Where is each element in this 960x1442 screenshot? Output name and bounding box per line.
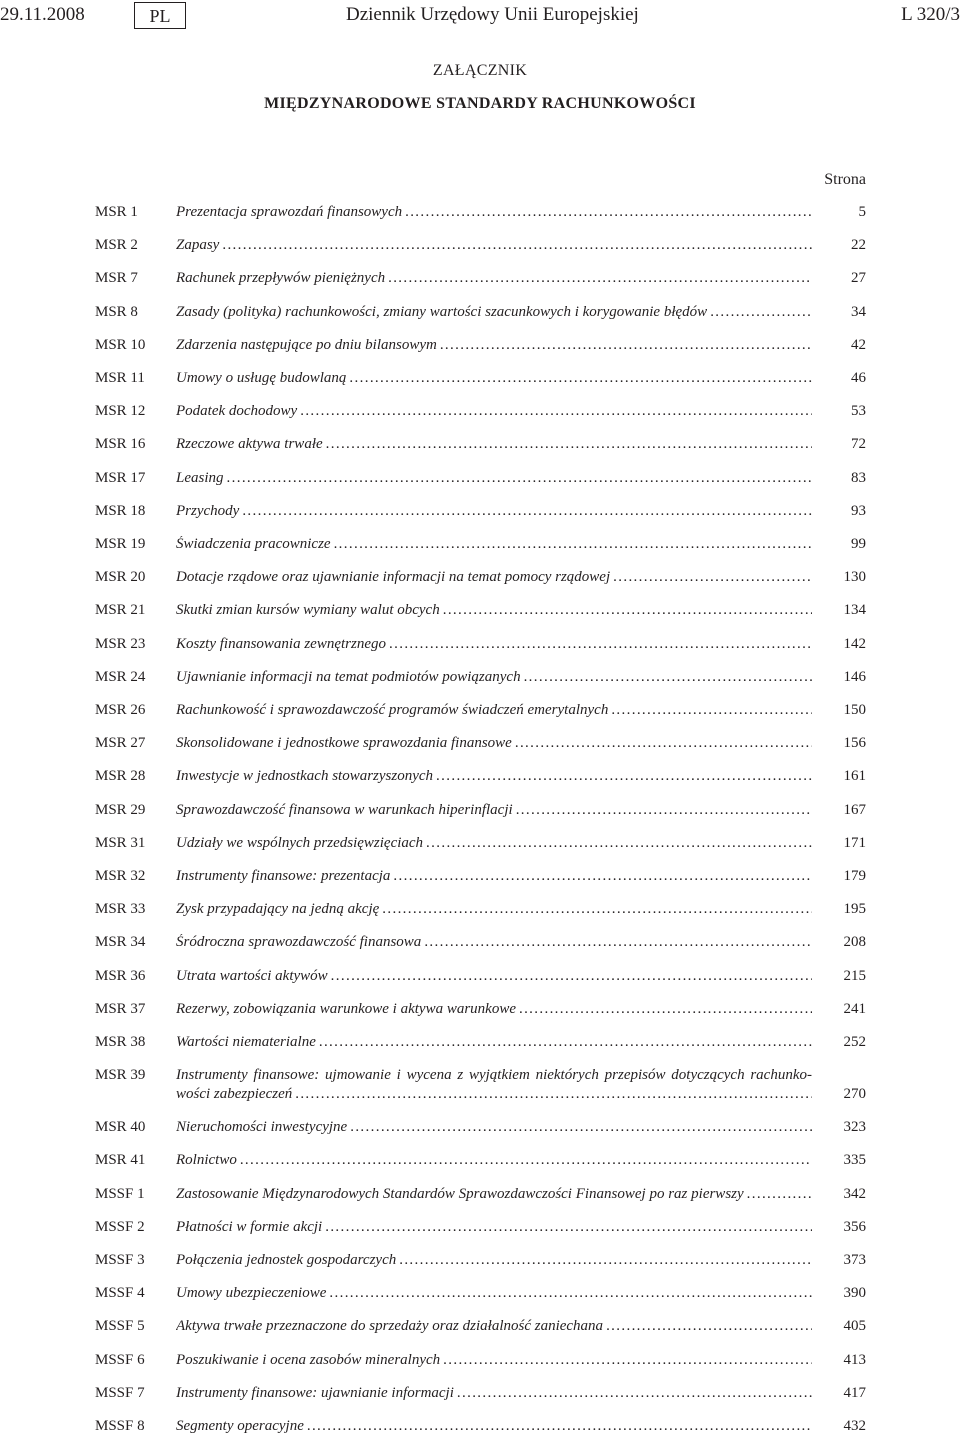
standard-title: Zasady (polityka) rachunkowości, zmiany wartości szacunkowych i korygowanie błędów: [176, 304, 708, 320]
standard-code: MSR 18: [95, 503, 146, 519]
page-number: 323: [843, 1119, 866, 1135]
standard-code: MSR 2: [95, 237, 138, 253]
standard-code: MSR 27: [95, 735, 146, 751]
page-number: 215: [843, 968, 866, 984]
toc-entry: [0, 370, 960, 394]
toc-entry: [0, 1119, 960, 1143]
page-number: 342: [843, 1186, 866, 1202]
standard-code: MSSF 2: [95, 1219, 145, 1235]
toc-entry: [0, 204, 960, 228]
page-header: [0, 0, 960, 40]
standard-code: MSSF 4: [95, 1285, 145, 1301]
standard-code: MSR 1: [95, 204, 138, 220]
standard-code: MSR 29: [95, 802, 146, 818]
standard-title: Zastosowanie Międzynarodowych Standardów Sprawozdawczości Finansowej po raz pierwszy: [176, 1186, 744, 1202]
title-with-leader-dots: [176, 1001, 812, 1025]
toc-entry: [0, 1001, 960, 1025]
title-with-leader-dots: [176, 1034, 812, 1058]
standard-title: Udziały we wspólnych przedsięwzięciach: [176, 835, 424, 851]
toc-entry: [0, 602, 960, 626]
title-with-leader-dots: [176, 802, 812, 826]
title-with-leader-dots: [176, 569, 812, 593]
title-with-leader-dots: [176, 536, 812, 560]
page-number: 142: [843, 636, 866, 652]
toc-entry: [0, 1385, 960, 1409]
standard-title: Utrata wartości aktywów: [176, 968, 328, 984]
standard-title: Śródroczna sprawozdawczość finansowa: [176, 934, 422, 950]
toc-entry: [0, 1067, 960, 1113]
standard-title: Zapasy: [176, 237, 220, 253]
standard-code: MSR 20: [95, 569, 146, 585]
toc-entry: [0, 470, 960, 494]
page-number: 134: [843, 602, 866, 618]
page-number: 150: [843, 702, 866, 718]
page-number: 390: [843, 1285, 866, 1301]
standard-code: MSR 33: [95, 901, 146, 917]
toc-entry: [0, 1034, 960, 1058]
title-with-leader-dots: [176, 636, 812, 660]
annex-label: ZAŁĄCZNIK: [432, 62, 528, 79]
standard-code: MSR 37: [95, 1001, 146, 1017]
toc-entry: [0, 237, 960, 261]
standard-code: MSR 8: [95, 304, 138, 320]
page-number: 241: [843, 1001, 866, 1017]
standard-code: MSSF 3: [95, 1252, 145, 1268]
page-number: 34: [851, 304, 866, 320]
title-with-leader-dots: [176, 1418, 812, 1442]
toc-entry: [0, 436, 960, 460]
toc-entry: [0, 835, 960, 859]
language-badge: PL: [134, 2, 186, 29]
standard-code: MSR 31: [95, 835, 146, 851]
standard-title: Wartości niematerialne: [176, 1034, 316, 1050]
standard-code: MSR 11: [95, 370, 145, 386]
title-with-leader-dots: [176, 270, 812, 294]
standard-code: MSR 24: [95, 669, 146, 685]
page-number: 405: [843, 1318, 866, 1334]
journal-reference: L 320/3: [901, 4, 960, 25]
title-with-leader-dots: [176, 1318, 812, 1342]
standard-code: MSSF 7: [95, 1385, 145, 1401]
standard-code: MSSF 1: [95, 1186, 145, 1202]
page-number: 356: [843, 1219, 866, 1235]
standard-title: Koszty finansowania zewnętrznego: [176, 636, 387, 652]
standard-title: Nieruchomości inwestycyjne: [176, 1119, 348, 1135]
journal-title: Dziennik Urzędowy Unii Europejskiej: [346, 4, 639, 25]
standard-title: Instrumenty finansowe: ujawnianie informacji: [176, 1385, 454, 1401]
page-number: 373: [843, 1252, 866, 1268]
toc-entry: [0, 569, 960, 593]
standard-title-continued: [176, 1086, 812, 1110]
toc-entry: [0, 403, 960, 427]
title-with-leader-dots: [176, 702, 812, 726]
title-with-leader-dots: [176, 934, 812, 958]
title-with-leader-dots: [176, 1252, 812, 1276]
standard-title: Skutki zmian kursów wymiany walut obcych: [176, 602, 440, 618]
toc-entry: [0, 802, 960, 826]
standard-code: MSR 28: [95, 768, 146, 784]
page-number: 270: [843, 1086, 866, 1102]
page-number: 208: [843, 934, 866, 950]
title-with-leader-dots: [176, 1219, 812, 1243]
toc-entry: [0, 868, 960, 892]
annex-title: MIĘDZYNARODOWE STANDARDY RACHUNKOWOŚCI: [264, 95, 696, 112]
standard-title: Rezerwy, zobowiązania warunkowe i aktywa warunkowe: [176, 1001, 516, 1017]
standard-code: MSR 16: [95, 436, 146, 452]
standard-title: Przychody: [176, 503, 240, 519]
page-number: 83: [851, 470, 866, 486]
toc-entry: [0, 304, 960, 328]
standard-code: MSR 10: [95, 337, 146, 353]
page-column-header: Strona: [824, 171, 866, 188]
standard-title: Poszukiwanie i ocena zasobów mineralnych: [176, 1352, 441, 1368]
toc-entry: [0, 1318, 960, 1342]
page-number: 27: [851, 270, 866, 286]
title-with-leader-dots: [176, 602, 812, 626]
toc-entry: [0, 934, 960, 958]
page-number: 72: [851, 436, 866, 452]
standard-title: Skonsolidowane i jednostkowe sprawozdania finansowe: [176, 735, 512, 751]
standard-title: Instrumenty finansowe: prezentacja: [176, 868, 391, 884]
title-with-leader-dots: [176, 768, 812, 792]
toc-entry: [0, 503, 960, 527]
page-number: 417: [843, 1385, 866, 1401]
page-number: 99: [851, 536, 866, 552]
title-with-leader-dots: [176, 735, 812, 759]
toc-entry: [0, 1152, 960, 1176]
page-number: 432: [843, 1418, 866, 1434]
title-with-leader-dots: [176, 337, 812, 361]
standard-code: MSSF 8: [95, 1418, 145, 1434]
standard-title: Zysk przypadający na jedną akcję: [176, 901, 380, 917]
title-with-leader-dots: [176, 1385, 812, 1409]
standard-title: Ujawnianie informacji na temat podmiotów powiązanych: [176, 669, 521, 685]
standard-title: Rolnictwo: [176, 1152, 237, 1168]
standard-title: Prezentacja sprawozdań finansowych: [176, 204, 403, 220]
page-number: 252: [843, 1034, 866, 1050]
title-with-leader-dots: [176, 1186, 812, 1210]
standard-title: Leasing: [176, 470, 224, 486]
standard-code: MSR 34: [95, 934, 146, 950]
title-with-leader-dots: [176, 470, 812, 494]
standard-title: Połączenia jednostek gospodarczych: [176, 1252, 397, 1268]
toc-entry: [0, 901, 960, 925]
page-number: 161: [843, 768, 866, 784]
standard-code: MSR 32: [95, 868, 146, 884]
standard-title: Inwestycje w jednostkach stowarzyszonych: [176, 768, 434, 784]
toc-entry: [0, 735, 960, 759]
standard-title: Podatek dochodowy: [176, 403, 298, 419]
page-number: 5: [858, 204, 866, 220]
page-number: 171: [843, 835, 866, 851]
standard-title: Dotacje rządowe oraz ujawnianie informacji na temat pomocy rządowej: [176, 569, 611, 585]
page-number: 195: [843, 901, 866, 917]
standard-code: MSR 39: [95, 1067, 146, 1083]
standard-title: Zdarzenia następujące po dniu bilansowym: [176, 337, 437, 353]
title-with-leader-dots: [176, 370, 812, 394]
page-number: 167: [843, 802, 866, 818]
standard-title: Segmenty operacyjne: [176, 1418, 304, 1434]
toc-entry: [0, 536, 960, 560]
title-with-leader-dots: [176, 901, 812, 925]
standard-code: MSR 41: [95, 1152, 146, 1168]
toc-entry: [0, 636, 960, 660]
page-number: 53: [851, 403, 866, 419]
page-number: 146: [843, 669, 866, 685]
standard-code: MSR 17: [95, 470, 146, 486]
standard-title: Umowy o usługę budowlaną: [176, 370, 347, 386]
title-with-leader-dots: [176, 868, 812, 892]
standard-code: MSR 23: [95, 636, 146, 652]
toc-entry: [0, 669, 960, 693]
page-number: 179: [843, 868, 866, 884]
toc-entry: [0, 270, 960, 294]
page-number: 130: [843, 569, 866, 585]
page-number: 335: [843, 1152, 866, 1168]
toc-entry: [0, 1418, 960, 1442]
standard-title: Umowy ubezpieczeniowe: [176, 1285, 327, 1301]
page-number: 156: [843, 735, 866, 751]
title-with-leader-dots: [176, 1352, 812, 1376]
title-with-leader-dots: [176, 403, 812, 427]
standard-title: Rachunek przepływów pieniężnych: [176, 270, 386, 286]
page-number: 413: [843, 1352, 866, 1368]
title-with-leader-dots: [176, 436, 812, 460]
standard-title-line2: wości zabezpieczeń: [176, 1086, 293, 1102]
title-with-leader-dots: [176, 1119, 812, 1143]
title-with-leader-dots: [176, 237, 812, 261]
publication-date: 29.11.2008: [0, 4, 85, 25]
title-with-leader-dots: [176, 669, 812, 693]
title-with-leader-dots: [176, 1285, 812, 1309]
standard-title: Aktywa trwałe przeznaczone do sprzedaży oraz działalność zaniechana: [176, 1318, 604, 1334]
toc-entry: [0, 768, 960, 792]
title-with-leader-dots: [176, 204, 812, 228]
standard-code: MSR 21: [95, 602, 146, 618]
toc-entry: [0, 337, 960, 361]
title-with-leader-dots: [176, 503, 812, 527]
standard-code: MSR 7: [95, 270, 138, 286]
toc-entry: [0, 1252, 960, 1276]
standard-code: MSR 12: [95, 403, 146, 419]
page-number: 22: [851, 237, 866, 253]
page-number: 46: [851, 370, 866, 386]
standard-code: MSR 26: [95, 702, 146, 718]
toc-entry: [0, 1285, 960, 1309]
toc-entry: [0, 968, 960, 992]
standard-title: Płatności w formie akcji: [176, 1219, 323, 1235]
title-with-leader-dots: [176, 1152, 812, 1176]
title-with-leader-dots: [176, 304, 812, 328]
standard-title: Świadczenia pracownicze: [176, 536, 331, 552]
toc-entry: [0, 1186, 960, 1210]
title-with-leader-dots: [176, 968, 812, 992]
standard-title: Instrumenty finansowe: ujmowanie i wycena z wyjątkiem niektórych przepisów dotyczących rachunko-: [176, 1067, 812, 1083]
standard-title: Rachunkowość i sprawozdawczość programów świadczeń emerytalnych: [176, 702, 609, 718]
page-number: 93: [851, 503, 866, 519]
standard-title: Rzeczowe aktywa trwałe: [176, 436, 323, 452]
standard-code: MSSF 5: [95, 1318, 145, 1334]
standard-code: MSSF 6: [95, 1352, 145, 1368]
standard-code: MSR 38: [95, 1034, 146, 1050]
toc-entry: [0, 1352, 960, 1376]
standard-code: MSR 40: [95, 1119, 146, 1135]
page-number: 42: [851, 337, 866, 353]
standard-code: MSR 19: [95, 536, 146, 552]
title-with-leader-dots: [176, 835, 812, 859]
toc-entry: [0, 702, 960, 726]
standard-code: MSR 36: [95, 968, 146, 984]
toc-entry: [0, 1219, 960, 1243]
standard-title: Sprawozdawczość finansowa w warunkach hiperinflacji: [176, 802, 513, 818]
